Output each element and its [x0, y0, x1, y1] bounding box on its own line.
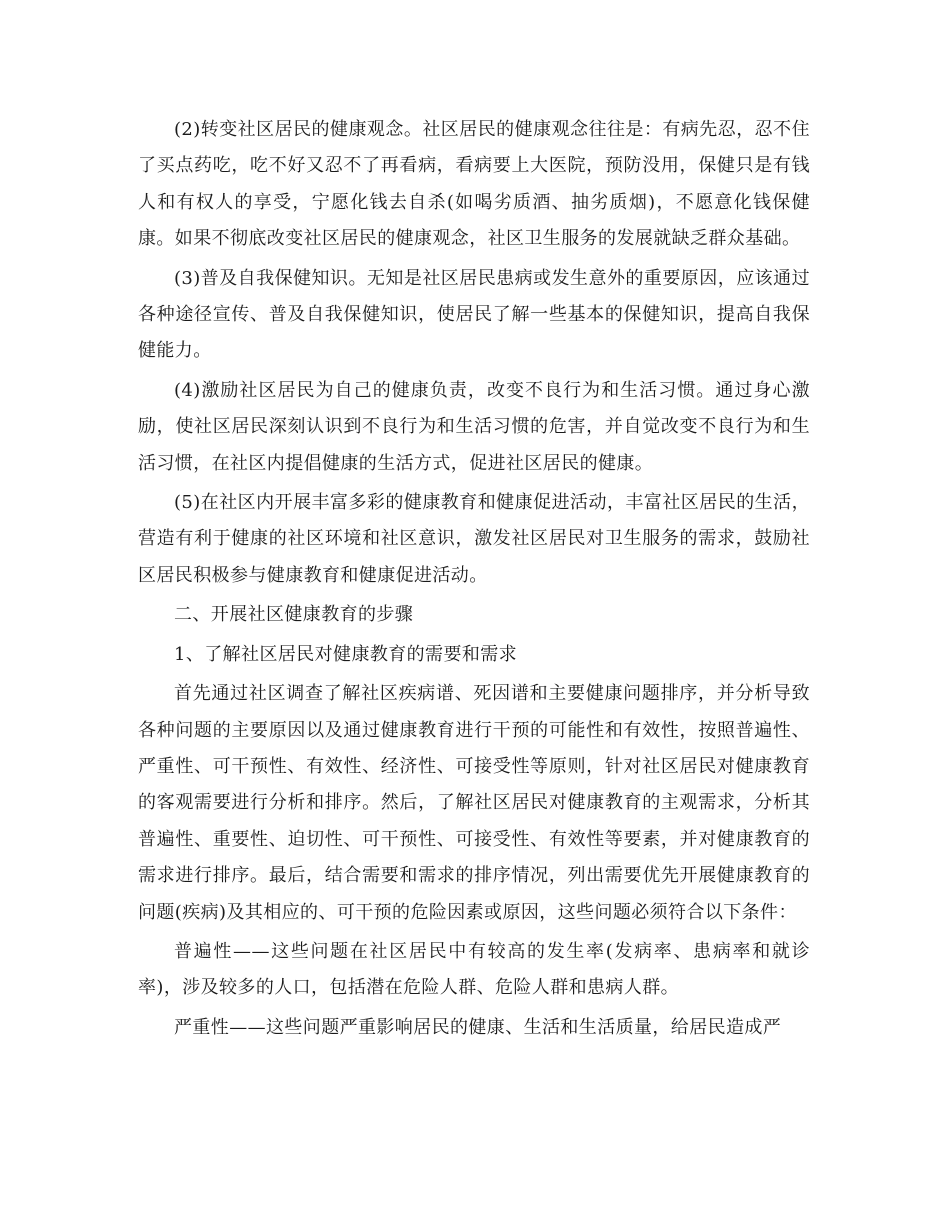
- document-page: [138, 112, 810, 1049]
- paragraph-item-4: (4)激励社区居民为自己的健康负责，改变不良行为和生活习惯。通过身心激励，使社区居民深刻认识到不良行为和生活习惯的危害，并自觉改变不良行为和生活习惯，在社区内提倡健康的生活方式，促进社区居民的健康。: [138, 379, 810, 474]
- paragraph-item-5: (5)在社区内开展丰富多彩的健康教育和健康促进活动，丰富社区居民的生活，营造有利于健康的社区环境和社区意识，激发社区居民对卫生服务的需求，鼓励社区居民积极参与健康教育和健康促进活动。: [138, 492, 810, 586]
- criterion-universality: 普遍性——这些问题在社区居民中有较高的发生率(发病率、患病率和就诊率)，涉及较多的人口，包括潜在危险人群、危险人群和患病人群。: [138, 940, 810, 999]
- subsection-heading: 1、了解社区居民对健康教育的需要和需求: [174, 643, 518, 665]
- paragraph-item-3: (3)普及自我保健知识。无知是社区居民患病或发生意外的重要原因，应该通过各种途径宣传、普及自我保健知识，使居民了解一些基本的保健知识，提高自我保健能力。: [138, 267, 810, 362]
- criterion-severity: 严重性——这些问题严重影响居民的健康、生活和生活质量，给居民造成严: [174, 1016, 782, 1038]
- section-heading: 二、开展社区健康教育的步骤: [174, 604, 414, 626]
- paragraph-item-2: (2)转变社区居民的健康观念。社区居民的健康观念往往是：有病先忍，忍不住了买点药吃，吃不好又忍不了再看病，看病要上大医院，预防没用，保健只是有钱人和有权人的享受，宁愿化钱去自杀(如喝劣质酒、抽劣质烟)，不愿意化钱保健康。如果不彻底改变社区居民的健康观念，社区卫生服务的发展就缺乏群众基础。: [138, 119, 810, 250]
- body-paragraph-needs: 首先通过社区调查了解社区疾病谱、死因谱和主要健康问题排序，并分析导致各种问题的主要原因以及通过健康教育进行干预的可能性和有效性，按照普遍性、严重性、可干预性、有效性、经济性、可接受性等原则，针对社区居民对健康教育的客观需要进行分析和排序。然后，了解社区居民对健康教育的主观需求，分析其普遍性、重要性、迫切性、可干预性、可接受性、有效性等要素，并对健康教育的需求进行排序。最后，结合需要和需求的排序情况，列出需要优先开展健康教育的问题(疾病)及其相应的、可干预的危险因素或原因，这些问题必须符合以下条件：: [138, 683, 810, 923]
